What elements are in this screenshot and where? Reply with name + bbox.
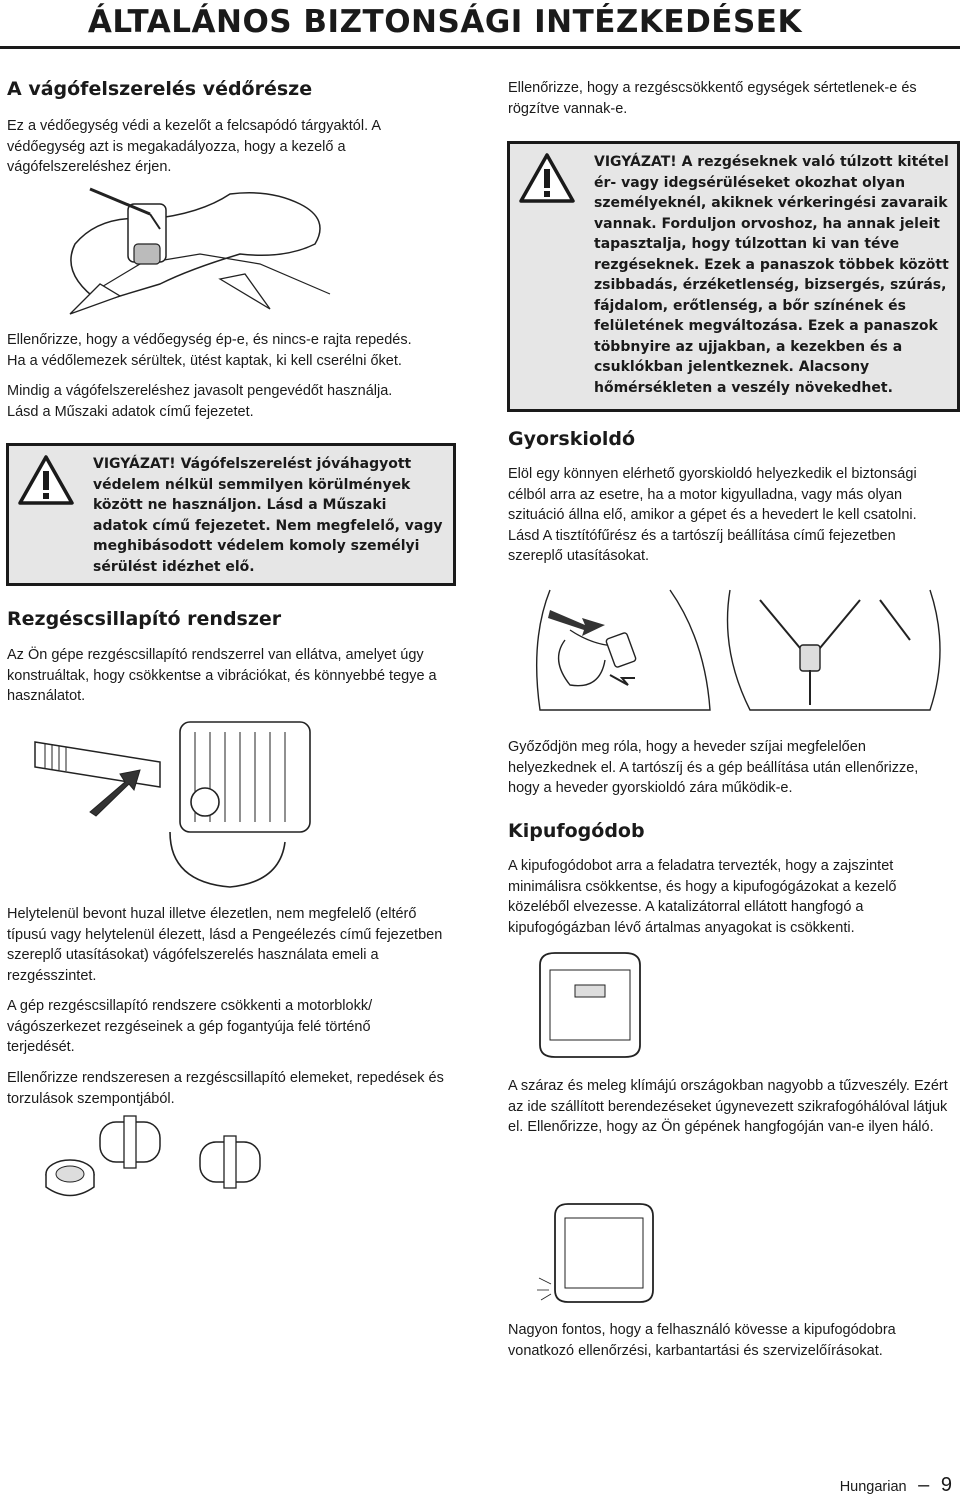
engine-handle-illustration — [30, 712, 320, 892]
warning-box-1 — [6, 443, 456, 586]
vibration-heading: Rezgéscsillapító rendszer — [7, 608, 282, 630]
vibration-paragraph-5: Ellenőrizze, hogy a rezgéscsökkentő egységek sértetlenek-e és rögzítve vannak-e. — [508, 80, 917, 117]
muffler-illustration — [530, 945, 650, 1065]
harness-release-illustration — [510, 580, 950, 720]
guard-paragraph-1: Ez a védőegység védi a kezelőt a felcsapódó tárgyaktól. A védőegység azt is megakadályozza, hogy a kezelő a vágófelszereléshez érjen. — [7, 118, 381, 175]
guard-paragraph-3: Mindig a vágófelszereléshez javasolt pengevédőt használja. Lásd a Műszaki adatok című fejezetet. — [7, 383, 393, 420]
footer-language: Hungarian — [839, 1479, 907, 1495]
vibration-paragraph-2: Helytelenül bevont huzal illetve élezetlen, nem megfelelő (eltérő típusú vagy helytelenül élezett, lásd a Pengeélezés című fejezetben szereplő utasításokat) vágófelszerelés használata emeli a rezgésszintet. — [7, 906, 443, 984]
guard-heading: A vágófelszerelés védőrésze — [7, 78, 313, 100]
quick-release-heading: Gyorskioldó — [508, 428, 636, 450]
vibration-paragraph-4: Ellenőrizze rendszeresen a rezgéscsillapító elemeket, repedések és torzulások szempontjából. — [7, 1070, 444, 1107]
page-header — [0, 0, 960, 49]
muffler-paragraph-2: A száraz és meleg klímájú országokban nagyobb a tűzveszély. Ezért az ide szállított berendezéseket úgynevezett szikrafogóhálóval látjuk el. Ellenőrizze, hogy az Ön gépének hangfogóján van-e ilyen háló. — [508, 1078, 948, 1135]
page-footer: Hungarian – 9 — [839, 1474, 952, 1496]
warning-text-1: VIGYÁZAT! Vágófelszerelést jóváhagyott védelem nélkül semmilyen körülmények között ne használjon. Lásd a Műszaki adatok című fejezetet. Nem megfelelő, vagy meghibásodott védelem komoly személyi sérülést idézhet elő. — [93, 456, 443, 575]
page-title: ÁLTALÁNOS BIZTONSÁGI INTÉZKEDÉSEK — [87, 4, 802, 40]
trimmer-guard-illustration — [30, 184, 350, 324]
vibration-paragraph-3: A gép rezgéscsillapító rendszere csökkenti a motorblokk/ vágószerkezet rezgéseinek a gép fogantyúja felé történő terjedését. — [7, 998, 373, 1055]
quick-release-paragraph-2: Győződjön meg róla, hogy a heveder szíjai megfelelően helyezkednek el. A tartószíj és a gép beállítása után ellenőrizze, hogy a heveder gyorskioldó zára működik-e. — [508, 739, 919, 796]
muffler-paragraph-3: Nagyon fontos, hogy a felhasználó kövesse a kipufogódobra vonatkozó ellenőrzési, karbantartási és szervizelőírásokat. — [508, 1322, 896, 1359]
page-number: 9 — [940, 1474, 952, 1496]
muffler-paragraph-1: A kipufogódobot arra a feladatra tervezték, hogy a zajszintet minimálisra csökkentse, és hogy a kipufogógázokat a kezelő közeléből elvezesse. A katalizátorral ellátott hangfogó a kipufogógázban lévő ártalmas anyagokat is csökkenti. — [508, 858, 897, 936]
guard-paragraph-2: Ellenőrizze, hogy a védőegység ép-e, és nincs-e rajta repedés. Ha a védőlemezek sérültek, ütést kaptak, ki kell cserélni őket. — [7, 332, 412, 369]
warning-text-2: VIGYÁZAT! A rezgéseknek való túlzott kitétel ér- vagy idegsérüléseket okozhat olyan személyeknél, akiknek vérkeringési zavaraik vannak. Forduljon orvoshoz, ha annak jeleit tapasztalja, hogy túlzottan ki van téve rezgéseknek. Ezek a panaszok többek között zsibbadás, érzéketlenség, bizsergés, szúrás, fájdalom, erőtlenség, a bőr színének és felületének megváltozása. Ezek a panaszok többnyire az ujjakban, a kezekben és a csuklókban jelentkeznek. Alacsony hőmérsékleten a veszély növekedhet. — [594, 154, 949, 396]
muffler-heading: Kipufogódob — [508, 820, 645, 842]
warning-triangle-icon — [17, 454, 75, 506]
damper-elements-illustration — [40, 1112, 280, 1202]
warning-triangle-icon — [518, 152, 576, 204]
vibration-paragraph-1: Az Ön gépe rezgéscsillapító rendszerrel van ellátva, amelyet úgy konstruáltak, hogy csökkentse a vibrációkat, és könnyebbé tegye a használatot. — [7, 647, 437, 704]
muffler-spark-arrestor-illustration — [535, 1198, 665, 1308]
quick-release-paragraph-1: Elöl egy könnyen elérhető gyorskioldó helyezkedik el biztonsági célból arra az esetre, ha a motor kigyulladna, vagy más olyan szituáció állna elő, amikor a gépet és a hevedert le kell csatolni. Lásd A tisztítófűrész és a tartószíj beállítása című fejezetben szereplő utasításokat. — [508, 466, 917, 564]
warning-box-2 — [507, 141, 960, 412]
